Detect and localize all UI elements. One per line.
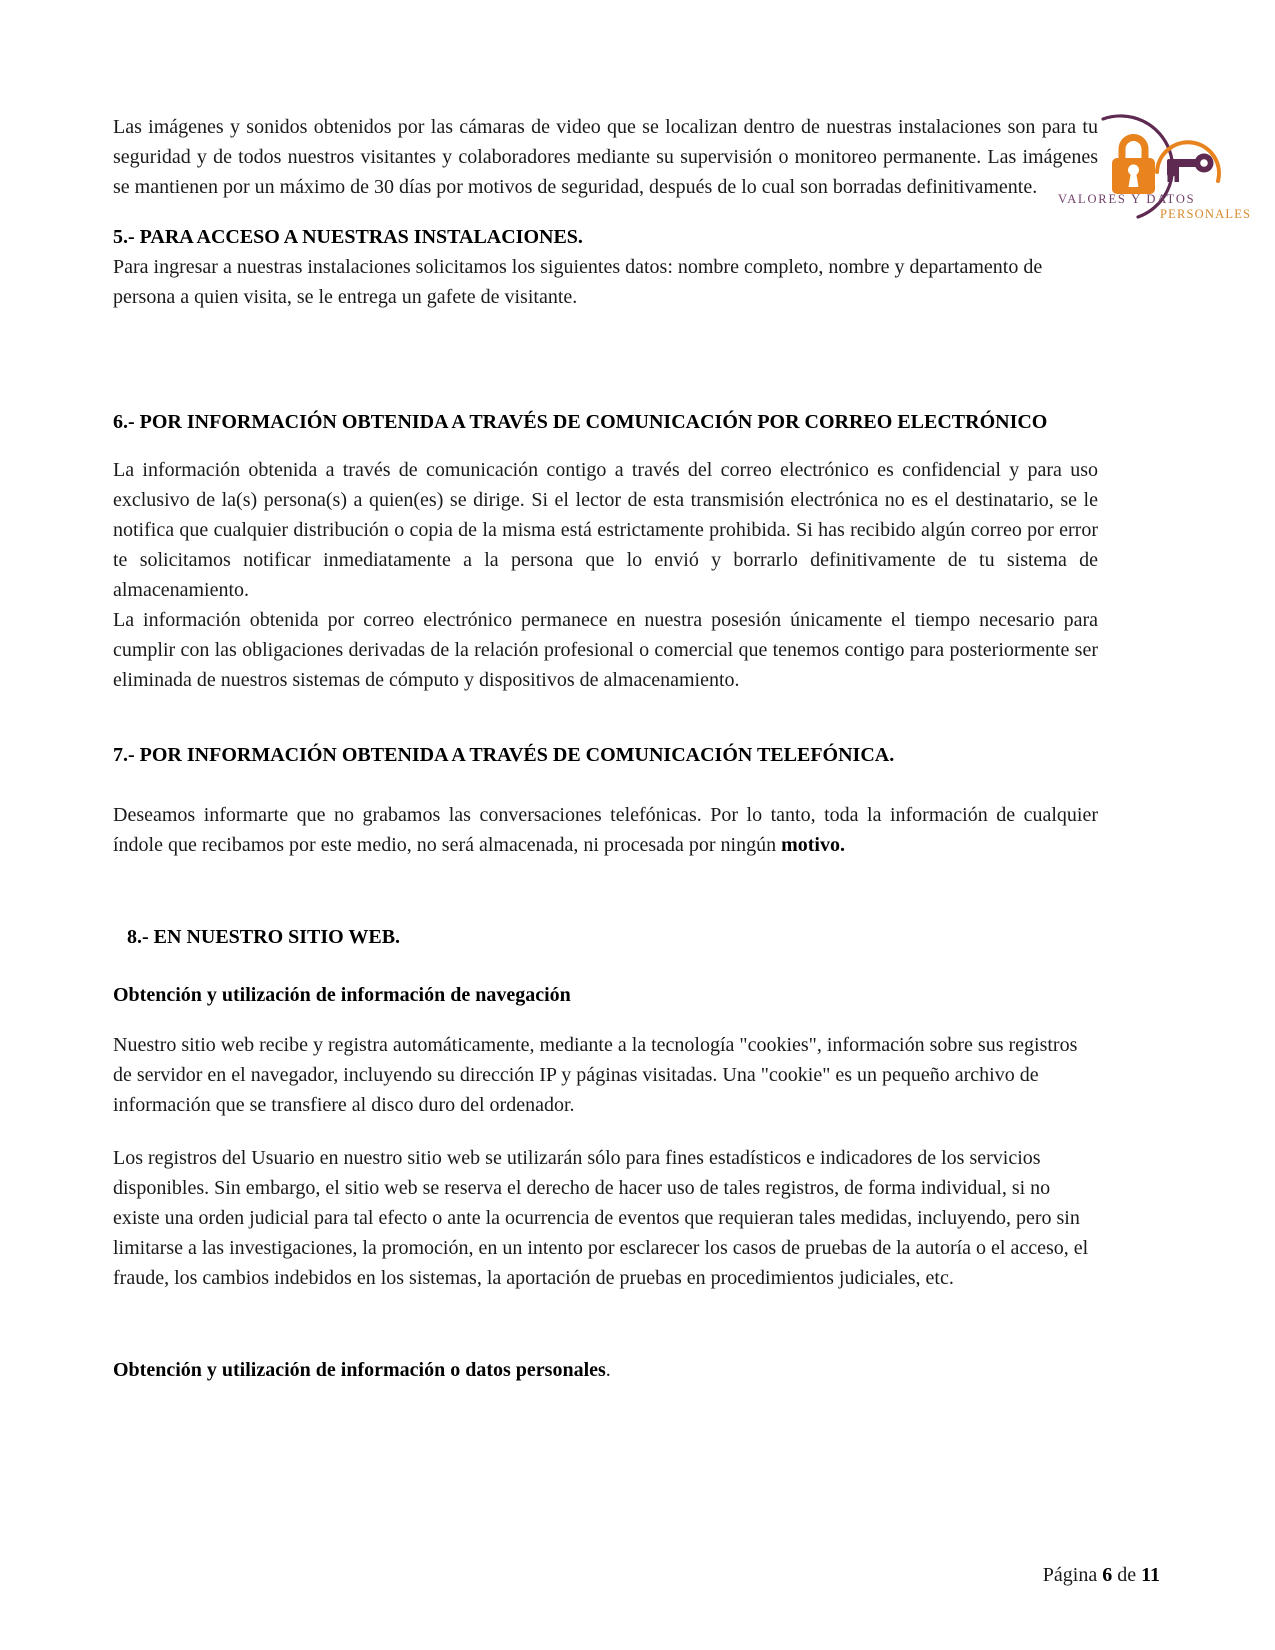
heading-section-8: 8.- EN NUESTRO SITIO WEB. bbox=[127, 926, 401, 948]
heading-section-5: 5.- PARA ACCESO A NUESTRAS INSTALACIONES. bbox=[113, 226, 583, 248]
heading-section-7: 7.- POR INFORMACIÓN OBTENIDA A TRAVÉS DE COMUNICACIÓN TELEFÓNICA. bbox=[113, 744, 895, 766]
subheading-personal-data bbox=[113, 1355, 1098, 1385]
logo-text-valores-y-datos: VALORES Y DATOS bbox=[1058, 192, 1196, 206]
paragraph-email-retention: La información obtenida por correo electrónico permanece en nuestra posesión únicamente el tiempo necesario para cumplir con las obligaciones derivadas de la relación profesional o comercial que tenemos contigo para posteriormente ser eliminada de nuestros sistemas de cómputo y dispositivos de almacenamiento. bbox=[113, 609, 1098, 691]
page-number-current: 6 bbox=[1102, 1564, 1113, 1586]
key-icon bbox=[1167, 154, 1214, 183]
paragraph-phone-communications-text: Deseamos informarte que no grabamos las conversaciones telefónicas. Por lo tanto, toda la información de cualquier índole que recibamos por este medio, no será almacenada, ni procesada por ningún bbox=[113, 804, 1098, 856]
page-number-separator: de bbox=[1112, 1564, 1142, 1586]
page-number bbox=[1043, 1560, 1160, 1590]
paragraph-email-confidentiality: La información obtenida a través de comunicación contigo a través del correo electrónico es confidencial y para uso exclusivo de la(s) persona(s) a quien(es) se dirige. Si el lector de esta transmisión electrónica no es el destinatario, se le notifica que cualquier distribución o copia de la misma está estrictamente prohibida. Si has recibido algún correo por error te solicitamos notificar inmediatamente a la persona que lo envió y borrarlo definitivamente de tu sistema de almacenamiento. bbox=[113, 459, 1098, 601]
paragraph-cookies: Nuestro sitio web recibe y registra automáticamente, mediante a la tecnología "cookies", información sobre sus registros de servidor en el navegador, incluyendo su dirección IP y páginas visitadas. Una "cookie" es un pequeño archivo de información que se transfiere al disco duro del ordenador. bbox=[113, 1034, 1078, 1116]
logo-text-personales: PERSONALES bbox=[1160, 207, 1252, 221]
document-body bbox=[113, 112, 1098, 1385]
page-number-label: Página bbox=[1042, 1564, 1103, 1586]
page-number-total: 11 bbox=[1141, 1564, 1160, 1586]
subheading-personal-data-period: . bbox=[605, 1359, 611, 1381]
paragraph-phone-communications-bold: motivo. bbox=[781, 834, 845, 856]
heading-section-6: 6.- POR INFORMACIÓN OBTENIDA A TRAVÉS DE COMUNICACIÓN POR CORREO ELECTRÓNICO bbox=[113, 411, 1048, 433]
subheading-personal-data-text: Obtención y utilización de información o datos personales bbox=[113, 1359, 606, 1381]
paragraph-video-surveillance: Las imágenes y sonidos obtenidos por las cámaras de video que se localizan dentro de nuestras instalaciones son para tu seguridad y de todos nuestros visitantes y colaboradores mediante su supervisión o monitoreo permanente. Las imágenes se mantienen por un máximo de 30 días por motivos de seguridad, después de lo cual son borradas definitivamente. bbox=[113, 116, 1098, 198]
paragraph-user-records: Los registros del Usuario en nuestro sitio web se utilizarán sólo para fines estadísticos e indicadores de los servicios disponibles. Sin embargo, el sitio web se reserva el derecho de hacer uso de tales registros, de forma individual, si no existe una orden judicial para tal efecto o ante la ocurrencia de eventos que requieran tales medidas, incluyendo, pero sin limitarse a las investigaciones, la promoción, en un intento por esclarecer los casos de pruebas de la autoría o el acceso, el fraude, los cambios indebidos en los sistemas, la aportación de pruebas en procedimientos judiciales, etc. bbox=[113, 1147, 1089, 1289]
subheading-navigation-info: Obtención y utilización de información de navegación bbox=[113, 984, 571, 1006]
paragraph-access-requirements: Para ingresar a nuestras instalaciones solicitamos los siguientes datos: nombre completo, nombre y departamento de persona a quien visita, se le entrega un gafete de visitante. bbox=[113, 256, 1043, 308]
padlock-icon bbox=[1112, 138, 1155, 195]
paragraph-phone-communications bbox=[113, 800, 1098, 860]
